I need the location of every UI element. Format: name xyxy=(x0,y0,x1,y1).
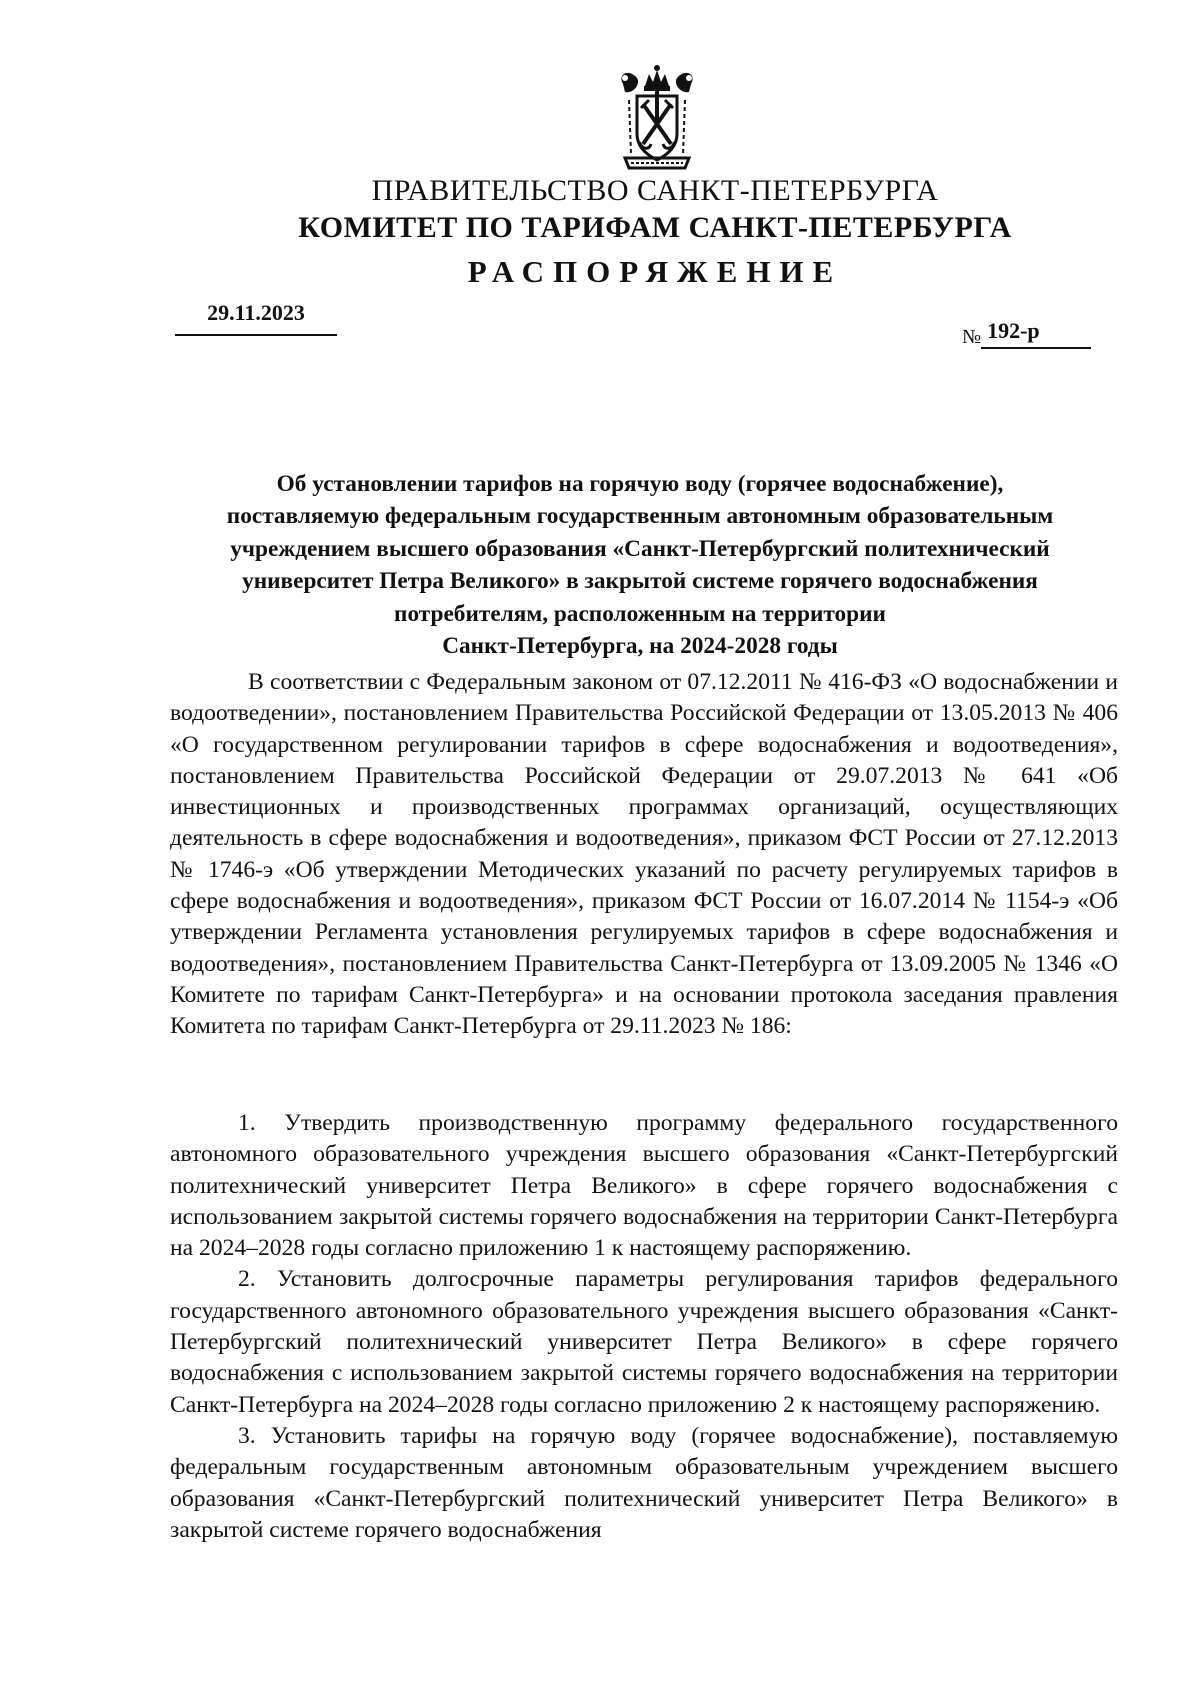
title-line: учреждением высшего образования «Санкт-Петербургский политехнический xyxy=(230,535,1050,562)
title-line: Санкт-Петербурга, на 2024-2028 годы xyxy=(442,633,838,660)
operative-block xyxy=(170,1108,1118,1546)
preamble-paragraph: В соответствии с Федеральным законом от 07.12.2011 № 416-ФЗ «О водоснабжении и водоотведении», постановлением Правительства Российской Федерации от 13.05.2013 № 406 «О государственном регулировании тарифов в сфере водоснабжения и водоотведения», постановлением Правительства Российской Федерации от 29.07.2013 № 641 «Об инвестиционных и производственных программах организаций, осуществляющих деятельность в сфере водоснабжения и водоотведения», приказом ФСТ России от 27.12.2013 № 1746-э «Об утверждении Методических указаний по расчету регулируемых тарифов в сфере водоснабжения и водоотведения», приказом ФСТ России от 16.07.2014 № 1154-э «Об утверждении Регламента установления регулируемых тарифов в сфере водоснабжения и водоотведения», постановлением Правительства Санкт-Петербурга от 13.09.2005 № 1346 «О Комитете по тарифам Санкт-Петербурга» и на основании протокола заседания правления Комитета по тарифам Санкт-Петербурга от 29.11.2023 № 186: xyxy=(170,669,1118,1040)
title-line: Об установлении тарифов на горячую воду (горячее водоснабжение), xyxy=(276,471,1004,497)
number-sign: № xyxy=(962,326,982,348)
committee-heading: КОМИТЕТ ПО ТАРИФАМ САНКТ-ПЕТЕРБУРГА xyxy=(298,211,1012,244)
title-line: университет Петра Великого» в закрытой системе горячего водоснабжения xyxy=(242,568,1038,595)
document-date: 29.11.2023 xyxy=(175,300,337,336)
document-type-heading: РАСПОРЯЖЕНИЕ xyxy=(467,254,843,289)
item-paragraph: 3. Установить тарифы на горячую воду (горячее водоснабжение), поставляемую федеральным государственным автономным образовательным учреждением высшего образования «Санкт-Петербургский политехнический университет Петра Великого» в закрытой системе горячего водоснабжения xyxy=(170,1422,1118,1543)
title-line: поставляемую федеральным государственным автономным образовательным xyxy=(226,503,1054,530)
item-paragraph: 2. Установить долгосрочные параметры регулирования тарифов федерального государственного автономного образовательного учреждения высшего образования «Санкт-Петербургский политехнический университет Петра Великого» в сфере горячего водоснабжения с использованием закрытой системы горячего водоснабжения на территории Санкт-Петербурга на 2024–2028 годы согласно приложению 2 к настоящему распоряжению. xyxy=(170,1266,1118,1418)
document-title xyxy=(160,468,1120,662)
document-number xyxy=(962,318,1091,349)
number-value: 192-р xyxy=(981,318,1091,349)
title-line: потребителям, расположенным на территории xyxy=(394,600,886,627)
preamble-block xyxy=(170,667,1118,1043)
government-heading: ПРАВИТЕЛЬСТВО САНКТ-ПЕТЕРБУРГА xyxy=(371,174,939,207)
saint-petersburg-coat-of-arms-icon xyxy=(615,64,699,174)
item-paragraph: 1. Утвердить производственную программу федерального государственного автономного образовательного учреждения высшего образования «Санкт-Петербургский политехнический университет Петра Великого» в сфере горячего водоснабжения с использованием закрытой системы горячего водоснабжения на территории Санкт-Петербурга на 2024–2028 годы согласно приложению 1 к настоящему распоряжению. xyxy=(170,1110,1118,1262)
